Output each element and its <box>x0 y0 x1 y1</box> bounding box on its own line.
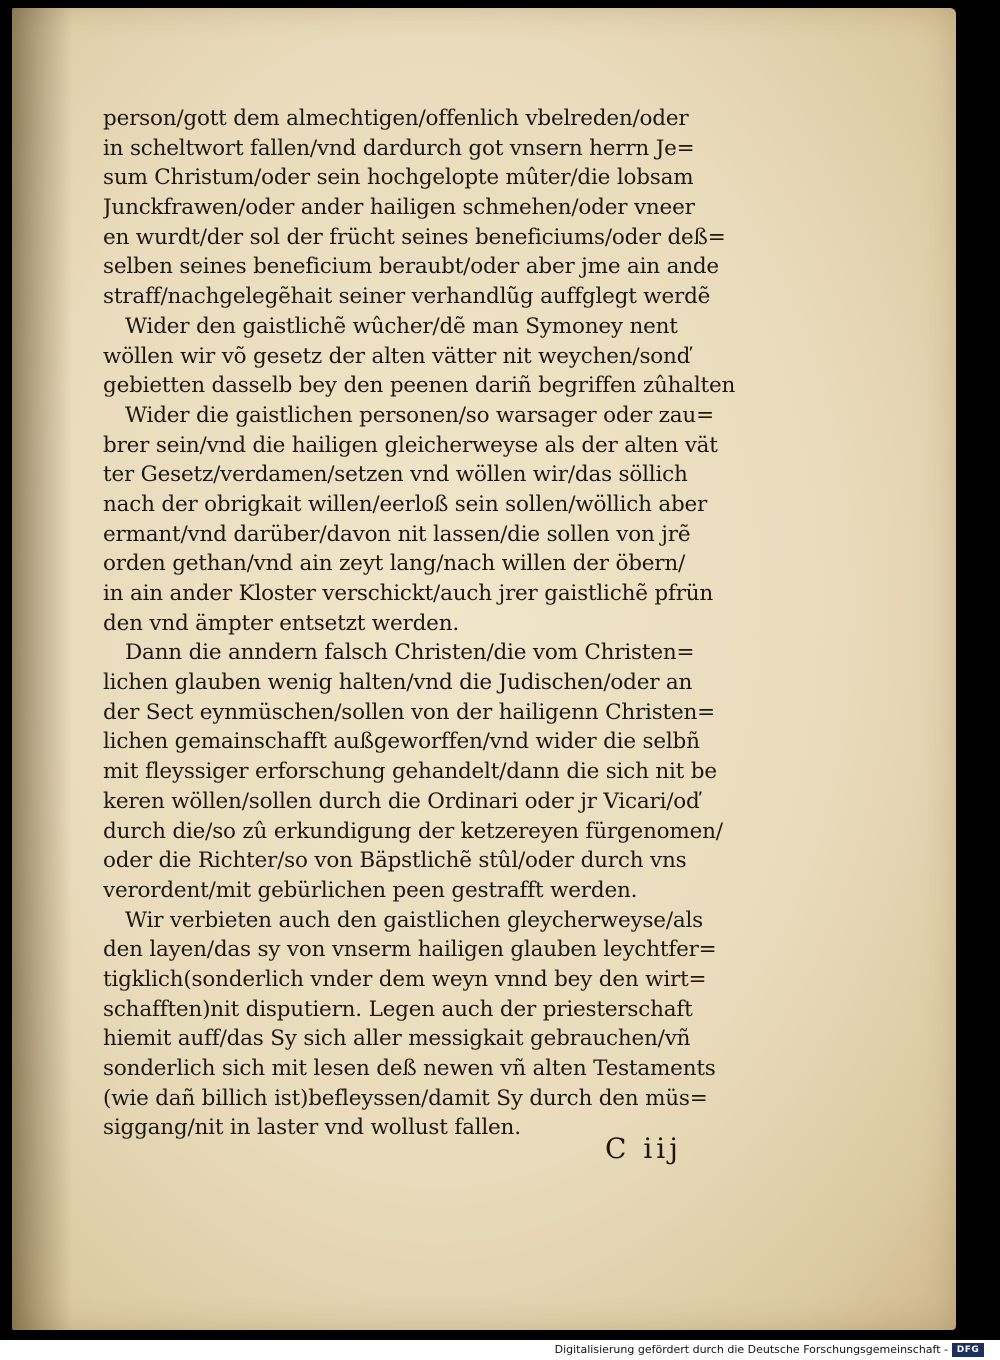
signature-mark: C iij <box>605 1132 682 1165</box>
text-line: Wider den gaistlichẽ wûcher/dẽ man Symoney nent <box>125 313 678 339</box>
page-text-block <box>103 104 763 1143</box>
text-line: selben seines beneficium beraubt/oder aber jme ain ande <box>103 254 719 280</box>
text-line: keren wöllen/sollen durch die Ordinari oder jr Vicari/oď <box>103 788 700 814</box>
text-line: den layen/das sy von vnserm hailigen glauben leychtfer= <box>103 937 717 963</box>
text-line: der Sect eynmüschen/sollen von der hailigenn Christen= <box>103 699 715 725</box>
text-line: hiemit auff/das Sy sich aller messigkait gebrauchen/vñ <box>103 1026 691 1052</box>
text-line: orden gethan/vnd ain zeyt lang/nach willen der öbern/ <box>103 551 686 577</box>
text-line: durch die/so zû erkundigung der ketzereyen fürgenomen/ <box>103 818 723 844</box>
text-line: straff/nachgelegẽhait seiner verhandlũg auffglegt werdẽ <box>103 284 711 310</box>
text-line: en wurdt/der sol der frücht seines beneficiums/oder deß= <box>103 224 726 250</box>
text-line: wöllen wir võ gesetz der alten vätter nit weychen/sonď <box>103 343 691 369</box>
text-line: sum Christum/oder sein hochgelopte mûter/die lobsam <box>103 165 694 191</box>
text-line: (wie dañ billich ist)befleyssen/damit Sy durch den müs= <box>103 1085 708 1111</box>
text-line: Wider die gaistlichen personen/so warsager oder zau= <box>125 402 714 428</box>
text-line: ermant/vnd darüber/davon nit lassen/die sollen von jrẽ <box>103 521 691 547</box>
text-line: ter Gesetz/verdamen/setzen vnd wöllen wir/das söllich <box>103 462 688 488</box>
text-line: siggang/nit in laster vnd wollust fallen. <box>103 1115 521 1141</box>
text-line: Dann die anndern falsch Christen/die vom Christen= <box>125 640 695 666</box>
text-line: Junckfrawen/oder ander hailigen schmehen/oder vneer <box>103 195 695 221</box>
text-line: tigklich(sonderlich vnder dem weyn vnnd bey den wirt= <box>103 966 707 992</box>
text-line: den vnd ämpter entsetzt werden. <box>103 610 459 636</box>
text-line: in ain ander Kloster verschickt/auch jrer gaistlichẽ pfrün <box>103 581 714 606</box>
text-line: Wir verbieten auch den gaistlichen gleycherweyse/als <box>125 907 703 933</box>
text-line: oder die Richter/so von Bäpstlichẽ stûl/oder durch vns <box>103 848 687 874</box>
footer-credit: Digitalisierung gefördert durch die Deutsche Forschungsgemeinschaft - <box>554 1343 948 1356</box>
text-line: verordent/mit gebürlichen peen gestrafft werden. <box>103 877 638 903</box>
text-line: gebietten dasselb bey den peenen dariñ begriffen zûhalten <box>103 373 736 399</box>
text-line: mit fleyssiger erforschung gehandelt/dann die sich nit be <box>103 759 717 785</box>
text-line: sonderlich sich mit lesen deß newen vñ alten Testaments <box>103 1056 716 1081</box>
digitization-footer <box>0 1340 1000 1360</box>
text-line: in scheltwort fallen/vnd dardurch got vnsern herrn Je= <box>103 135 695 161</box>
page-gutter-shadow <box>12 8 72 1330</box>
text-line: brer sein/vnd die hailigen gleicherweyse als der alten vät <box>103 432 718 458</box>
text-line: lichen gemainschafft außgeworffen/vnd wider die selbñ <box>103 729 700 755</box>
text-line: nach der obrigkait willen/eerloß sein sollen/wöllich aber <box>103 491 708 517</box>
text-line: lichen glauben wenig halten/vnd die Judischen/oder an <box>103 670 693 696</box>
dfg-logo-icon: DFG <box>952 1343 984 1357</box>
text-line: schafften)nit disputiern. Legen auch der priesterschaft <box>103 996 693 1022</box>
text-line: person/gott dem almechtigen/offenlich vbelreden/oder <box>103 106 689 131</box>
